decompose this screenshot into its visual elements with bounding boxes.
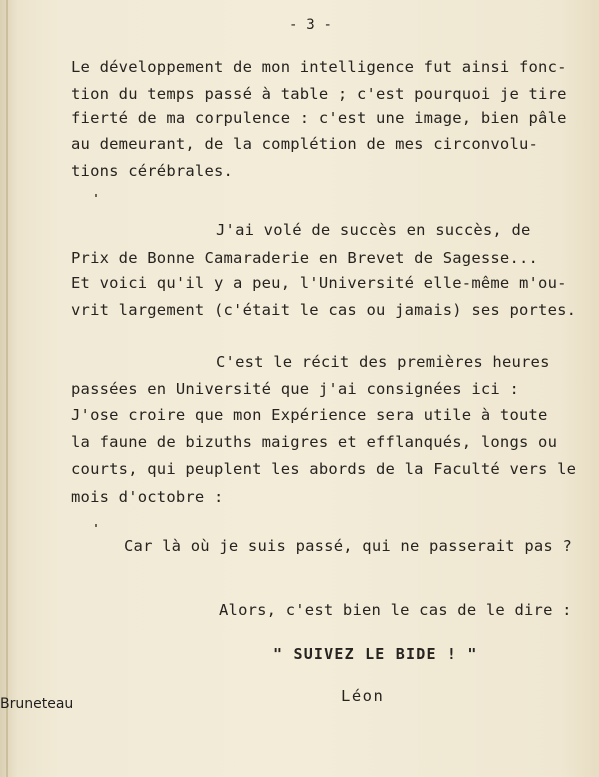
- paper-speck: [95, 524, 97, 527]
- paragraph-3-line-3: J'ose croire que mon Expérience sera utile à toute: [71, 406, 548, 424]
- paragraph-1-line-2: tion du temps passé à table ; c'est pourquoi je tire: [71, 85, 567, 103]
- paragraph-4-line-1: Car là où je suis passé, qui ne passerait pas ?: [124, 537, 572, 555]
- paragraph-1-line-3: fierté de ma corpulence : c'est une image, bien pâle: [71, 109, 567, 127]
- paragraph-2-line-4: vrit largement (c'était le cas ou jamais) ses portes.: [71, 301, 577, 319]
- motto: " SUIVEZ LE BIDE ! ": [273, 645, 478, 663]
- signature: Léon: [341, 687, 385, 705]
- paragraph-2-line-3: Et voici qu'il y a peu, l'Université elle-même m'ou-: [71, 274, 567, 292]
- paragraph-3-line-5: courts, qui peuplent les abords de la Faculté vers le: [71, 460, 577, 478]
- paper-speck: [95, 194, 97, 197]
- paragraph-3-line-4: la faune de bizuths maigres et efflanqués, longs ou: [71, 433, 558, 451]
- watermark: Bruneteau: [0, 696, 74, 712]
- page-number: - 3 -: [289, 17, 333, 33]
- paragraph-3-line-6: mois d'octobre :: [71, 488, 224, 506]
- paragraph-2-line-1: J'ai volé de succès en succès, de: [216, 221, 531, 239]
- paragraph-1-line-5: tions cérébrales.: [71, 162, 234, 180]
- binding-edge: [6, 0, 8, 777]
- paragraph-1-line-4: au demeurant, de la complétion de mes circonvolu-: [71, 135, 539, 153]
- paragraph-3-line-1: C'est le récit des premières heures: [216, 353, 550, 371]
- paragraph-2-line-2: Prix de Bonne Camaraderie en Brevet de Sagesse...: [71, 249, 539, 267]
- paragraph-3-line-2: passées en Université que j'ai consignées ici :: [71, 380, 519, 398]
- closing-line: Alors, c'est bien le cas de le dire :: [219, 601, 572, 619]
- paragraph-1-line-1: Le développement de mon intelligence fut ainsi fonc-: [71, 58, 567, 76]
